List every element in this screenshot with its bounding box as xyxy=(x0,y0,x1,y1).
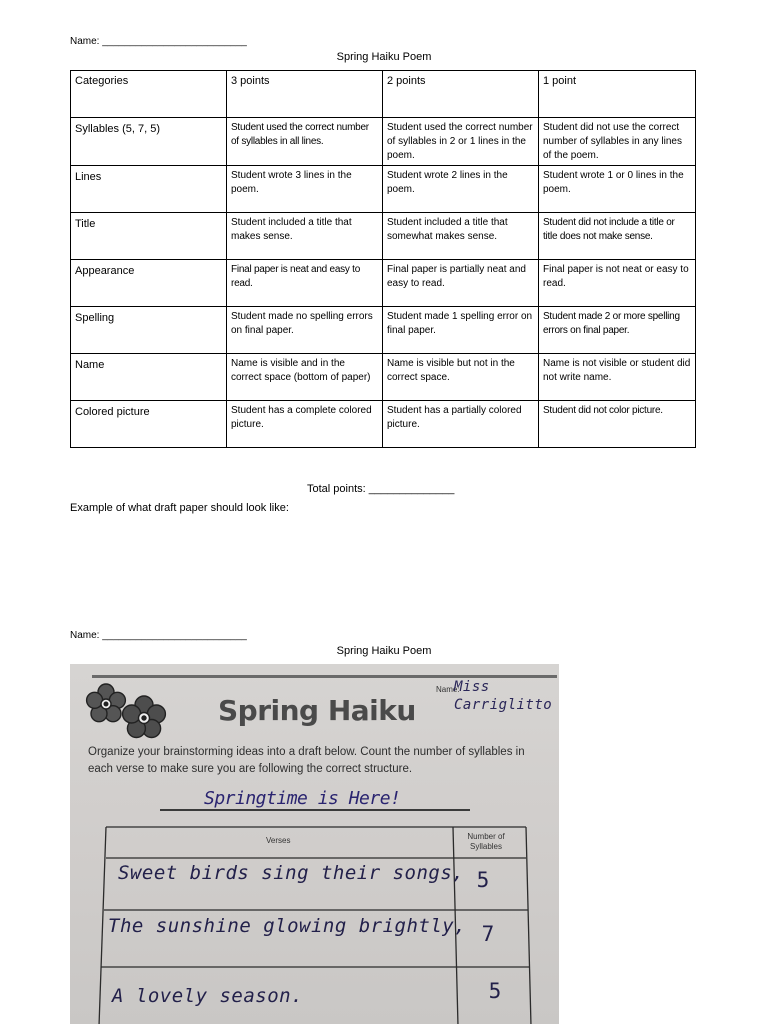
poem-title: Springtime is Here! xyxy=(204,788,401,809)
three-point-cell: Student used the correct number of syllables in all lines. xyxy=(227,118,383,166)
two-point-cell: Final paper is partially neat and easy to read. xyxy=(383,260,539,307)
rubric-row-syllables xyxy=(71,118,696,166)
category-cell: Syllables (5, 7, 5) xyxy=(71,118,227,166)
rubric-row-colored-picture xyxy=(71,401,696,448)
verse-line: The sunshine glowing brightly, xyxy=(108,915,467,937)
rubric-table xyxy=(70,70,696,448)
worksheet-name-label: Name: xyxy=(436,685,460,694)
three-point-cell: Student included a title that makes sense. xyxy=(227,213,383,260)
name-line: Name: __________________________ xyxy=(70,630,247,641)
verse-line: A lovely season. xyxy=(112,985,304,1007)
two-point-cell: Student has a partially colored picture. xyxy=(383,401,539,448)
page-title: Spring Haiku Poem xyxy=(336,645,432,657)
example-label: Example of what draft paper should look like: xyxy=(70,502,289,514)
syllable-count-header: Number of Syllables xyxy=(467,832,505,851)
rubric-row-title xyxy=(71,213,696,260)
syllable-count: 5 xyxy=(476,868,490,892)
one-point-cell: Student did not use the correct number of syllables in any lines of the poem. xyxy=(539,118,696,166)
rubric-row-appearance xyxy=(71,260,696,307)
two-point-cell: Name is visible but not in the correct space. xyxy=(383,354,539,401)
one-point-cell: Student made 2 or more spelling errors on final paper. xyxy=(539,307,696,354)
syllable-count: 5 xyxy=(488,979,502,1003)
one-point-cell: Name is not visible or student did not write name. xyxy=(539,354,696,401)
category-cell: Colored picture xyxy=(71,401,227,448)
header-2-points: 2 points xyxy=(383,71,539,118)
category-cell: Appearance xyxy=(71,260,227,307)
two-point-cell: Student included a title that somewhat makes sense. xyxy=(383,213,539,260)
flower-icon xyxy=(84,680,174,744)
two-point-cell: Student used the correct number of syllables in 2 or 1 lines in the poem. xyxy=(383,118,539,166)
worksheet-instructions: Organize your brainstorming ideas into a draft below. Count the number of syllables in each verse to make sure you are following the correct structure. xyxy=(88,746,525,775)
one-point-cell: Student did not color picture. xyxy=(539,401,696,448)
name-line: Name: __________________________ xyxy=(70,36,247,47)
rubric-header-row xyxy=(71,71,696,118)
two-point-cell: Student made 1 spelling error on final paper. xyxy=(383,307,539,354)
three-point-cell: Student has a complete colored picture. xyxy=(227,401,383,448)
header-1-point: 1 point xyxy=(539,71,696,118)
header-categories: Categories xyxy=(71,71,227,118)
poem-title-underline xyxy=(160,809,470,811)
rubric-row-spelling xyxy=(71,307,696,354)
three-point-cell: Final paper is neat and easy to read. xyxy=(227,260,383,307)
page-title: Spring Haiku Poem xyxy=(336,51,432,63)
draft-worksheet-photo xyxy=(70,664,559,1024)
one-point-cell: Student wrote 1 or 0 lines in the poem. xyxy=(539,166,696,213)
two-point-cell: Student wrote 2 lines in the poem. xyxy=(383,166,539,213)
three-point-cell: Student wrote 3 lines in the poem. xyxy=(227,166,383,213)
three-point-cell: Student made no spelling errors on final paper. xyxy=(227,307,383,354)
worksheet-name-value: Miss Carriglitto xyxy=(454,679,553,713)
verses-header: Verses xyxy=(266,836,291,845)
syllable-count: 7 xyxy=(481,922,495,946)
rubric-row-name xyxy=(71,354,696,401)
rubric-row-lines xyxy=(71,166,696,213)
verse-line: Sweet birds sing their songs, xyxy=(118,862,465,884)
category-cell: Lines xyxy=(71,166,227,213)
category-cell: Name xyxy=(71,354,227,401)
worksheet-title: Spring Haiku xyxy=(218,694,416,727)
category-cell: Title xyxy=(71,213,227,260)
total-points-line: Total points: ______________ xyxy=(307,483,455,495)
one-point-cell: Final paper is not neat or easy to read. xyxy=(539,260,696,307)
header-3-points: 3 points xyxy=(227,71,383,118)
three-point-cell: Name is visible and in the correct space (bottom of paper) xyxy=(227,354,383,401)
one-point-cell: Student did not include a title or title does not make sense. xyxy=(539,213,696,260)
category-cell: Spelling xyxy=(71,307,227,354)
